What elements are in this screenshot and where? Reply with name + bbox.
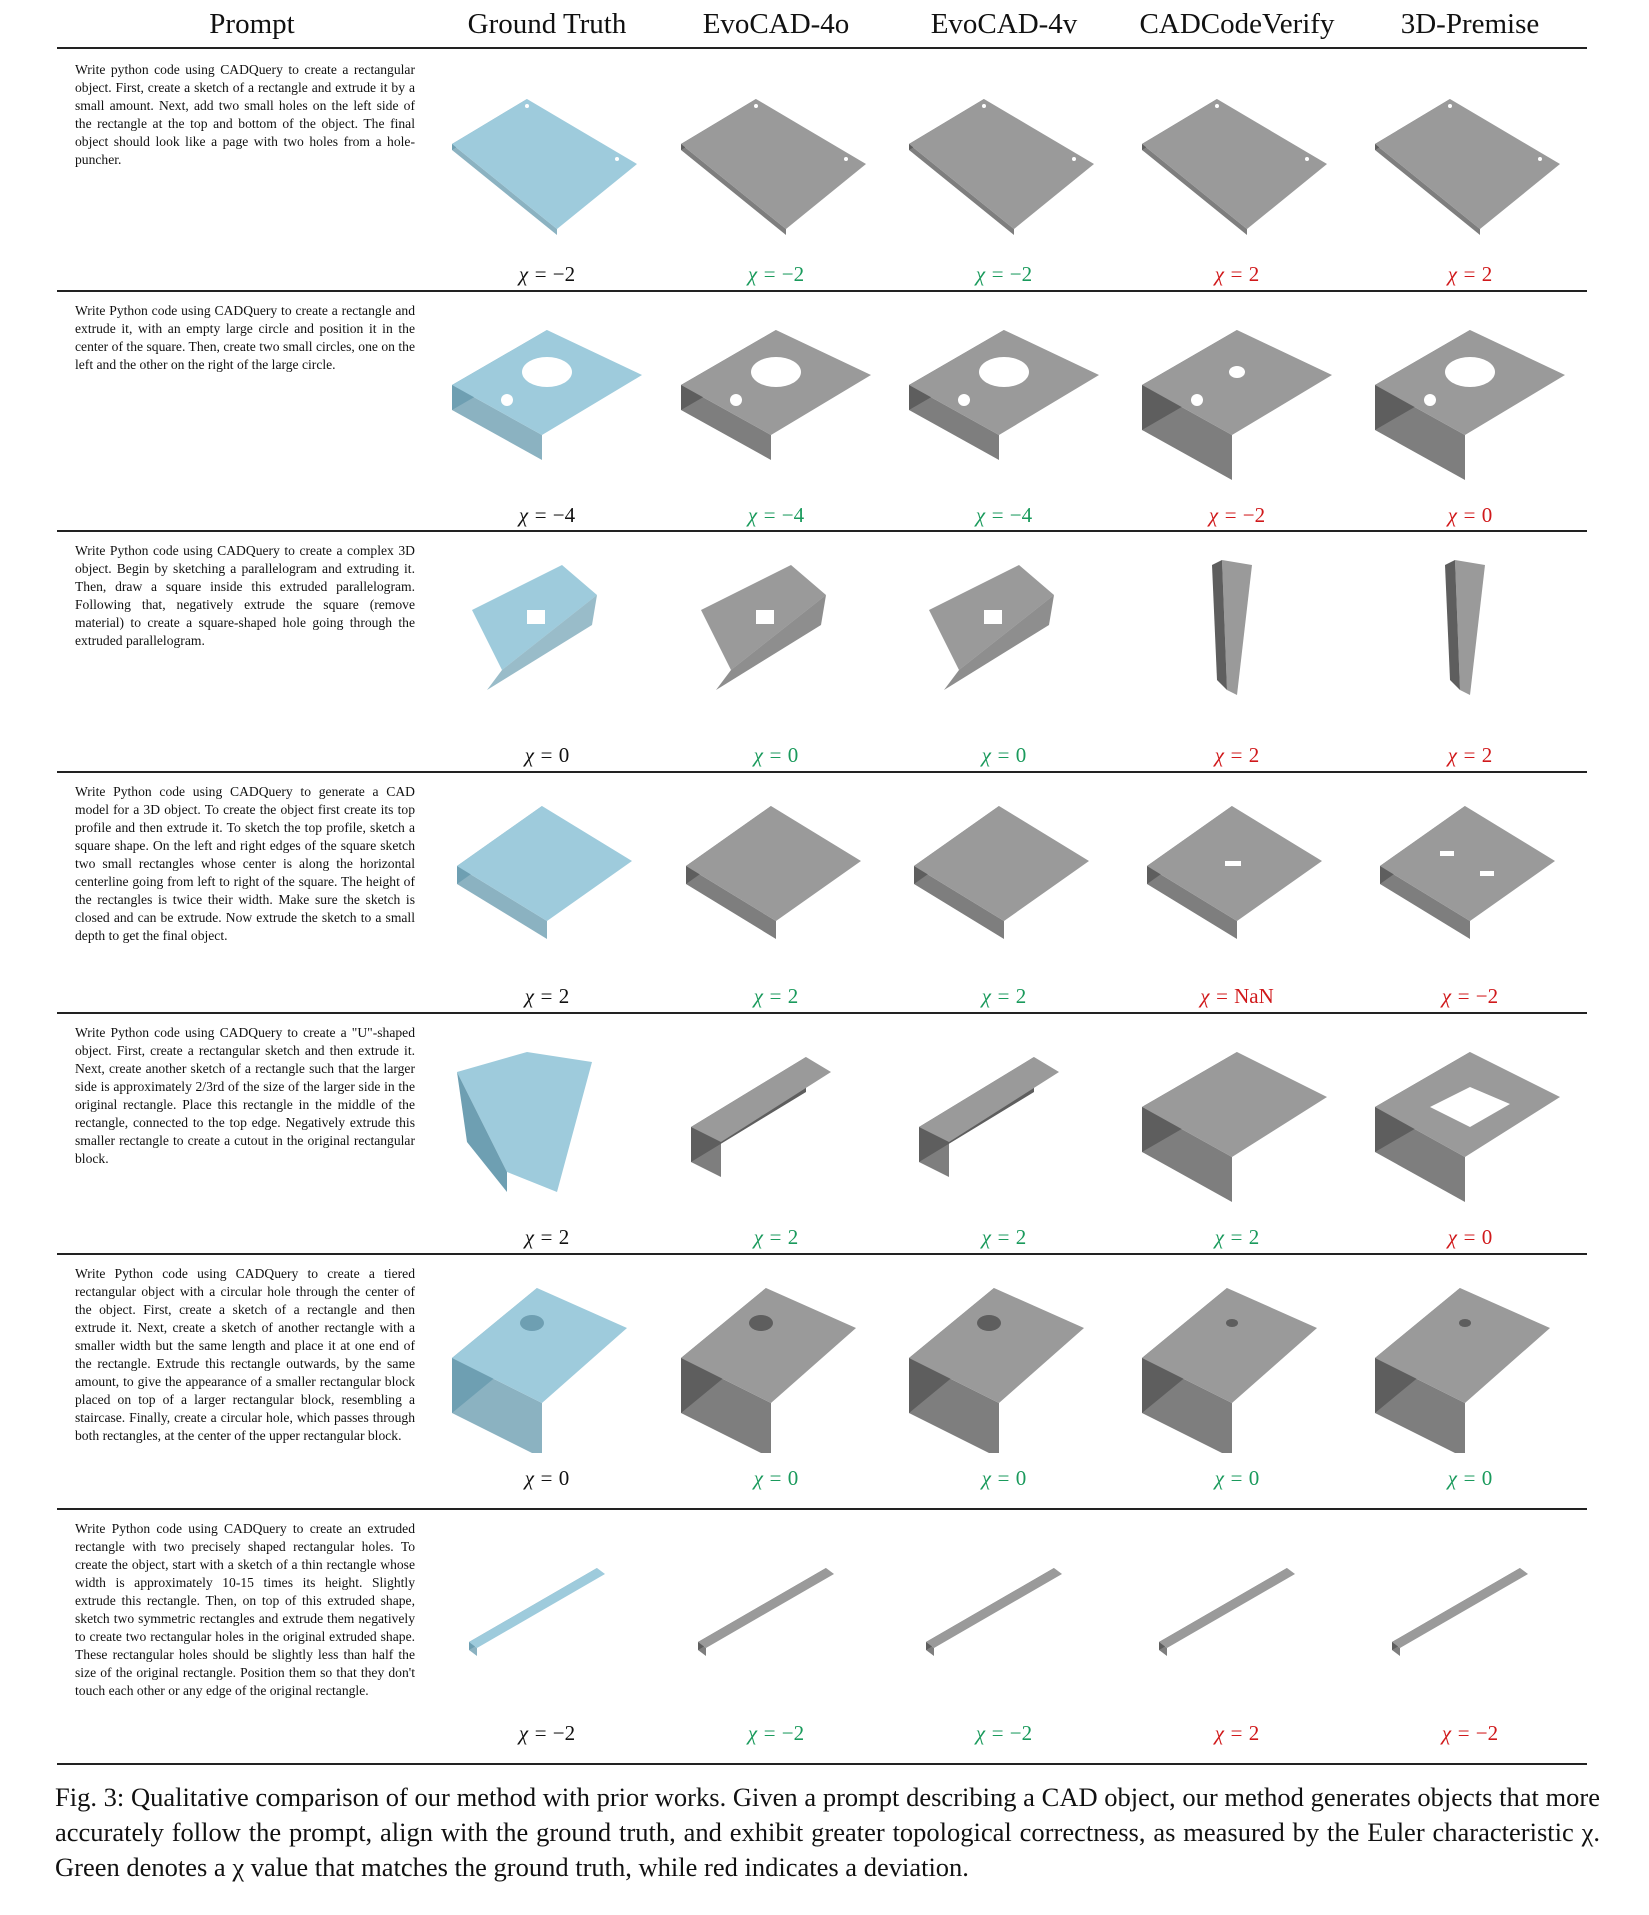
euler-characteristic: χ = −2	[518, 1721, 576, 1745]
cad-model-render	[1137, 791, 1337, 971]
cad-model-render	[1370, 69, 1570, 249]
column-header-evocad-4v: EvoCAD-4v	[930, 8, 1078, 40]
model-cell	[894, 771, 1114, 1011]
cad-model-render	[447, 310, 647, 490]
model-cell	[1360, 290, 1580, 530]
cad-model-render	[1370, 310, 1570, 490]
euler-characteristic: χ = 0	[753, 1466, 799, 1490]
cad-model-render	[676, 310, 876, 490]
figure-caption: Fig. 3: Qualitative comparison of our method with prior works. Given a prompt describing a CAD object, our method generates objects that more accurately follow the prompt, align with the ground truth, and exhibit greater topological correctness, as measured by the Euler characteristic χ. Green denotes a χ value that matches the ground truth, while red indicates a deviation.	[55, 1782, 1600, 1882]
cad-model-render	[447, 1528, 647, 1708]
cad-model-render	[676, 550, 876, 730]
cad-model-render	[1137, 1032, 1337, 1212]
prompt-text: Write Python code using CADQuery to create a "U"-shaped object. First, create a rectangular sketch and then extrude it. Next, create another sketch of a rectangle such that the larger side is approximately 2/3rd of the size of the larger side in the original rectangle. Place this rectangle in the middle of the rectangle, connected to the top edge. Negatively extrude this smaller rectangle to create a cutout in the original rectangular block.	[75, 1025, 415, 1166]
cad-model-render	[447, 550, 647, 730]
table-rule	[57, 1012, 1587, 1014]
model-cell	[894, 1012, 1114, 1252]
model-cell	[1127, 1508, 1347, 1748]
table-row	[0, 290, 1649, 530]
cad-model-render	[904, 1273, 1104, 1453]
cad-model-render	[904, 550, 1104, 730]
prompt-text: Write Python code using CADQuery to create a tiered rectangular object with a circular hole through the center of the object. First, create a sketch of a rectangle and then extrude it. Next, create a sketch of another rectangle with a smaller width but the same length and place it at one end of the rectangle. Extrude this rectangle outwards, by the same amount, to give the appearance of a smaller rectangular block placed on top of a larger rectangular block, resembling a staircase. Finally, create a circular hole, which passes through both rectangles, at the center of the upper rectangular block.	[75, 1266, 415, 1443]
euler-characteristic: χ = −4	[747, 503, 805, 527]
model-cell	[666, 1012, 886, 1252]
model-cell	[1360, 1012, 1580, 1252]
euler-characteristic: χ = 0	[1447, 503, 1493, 527]
cad-model-render	[676, 69, 876, 249]
euler-characteristic: χ = 2	[1214, 262, 1260, 286]
cad-model-render	[1370, 1273, 1570, 1453]
cad-model-render	[676, 1032, 876, 1212]
model-cell	[1127, 49, 1347, 289]
euler-characteristic: χ = −4	[518, 503, 576, 527]
euler-characteristic: χ = NaN	[1200, 984, 1274, 1008]
euler-characteristic: χ = 0	[1447, 1225, 1493, 1249]
cad-model-render	[676, 791, 876, 971]
prompt-text: Write Python code using CADQuery to generate a CAD model for a 3D object. To create the object first create its top profile and then extrude it. To sketch the top profile, sketch a square shape. On the left and right edges of the square sketch two small rectangles whose center is along the horizontal centerline going from left to right of the square. The height of the rectangles is twice their width. Make sure the sketch is closed and can be extrude. Now extrude the sketch to a small depth to get the final object.	[75, 784, 415, 943]
model-cell	[1127, 290, 1347, 530]
euler-characteristic: χ = −2	[747, 1721, 805, 1745]
table-rule	[57, 290, 1587, 292]
euler-characteristic: χ = 0	[524, 1466, 570, 1490]
column-header-evocad-4o: EvoCAD-4o	[702, 8, 850, 40]
cad-model-render	[676, 1528, 876, 1708]
cad-model-render	[904, 791, 1104, 971]
cad-model-render	[1137, 310, 1337, 490]
cad-model-render	[1137, 550, 1337, 730]
cad-model-render	[447, 1273, 647, 1453]
table-rule	[57, 771, 1587, 773]
cad-model-render	[1137, 1528, 1337, 1708]
model-cell	[1360, 771, 1580, 1011]
euler-characteristic: χ = 2	[753, 984, 799, 1008]
model-cell	[1360, 49, 1580, 289]
model-cell	[894, 530, 1114, 770]
model-cell	[437, 1508, 657, 1748]
model-cell	[666, 1253, 886, 1493]
euler-characteristic: χ = 2	[753, 1225, 799, 1249]
euler-characteristic: χ = 0	[981, 743, 1027, 767]
euler-characteristic: χ = −2	[1441, 984, 1499, 1008]
euler-characteristic: χ = −2	[975, 262, 1033, 286]
euler-characteristic: χ = −2	[747, 262, 805, 286]
euler-characteristic: χ = −2	[1208, 503, 1266, 527]
model-cell	[666, 49, 886, 289]
model-cell	[894, 1508, 1114, 1748]
table-row	[0, 771, 1649, 1012]
cad-model-render	[904, 1032, 1104, 1212]
cad-model-render	[1370, 550, 1570, 730]
model-cell	[437, 49, 657, 289]
euler-characteristic: χ = 2	[981, 984, 1027, 1008]
model-cell	[666, 290, 886, 530]
model-cell	[437, 1253, 657, 1493]
euler-characteristic: χ = 2	[1214, 743, 1260, 767]
euler-characteristic: χ = −2	[518, 262, 576, 286]
column-header-cadcodeverify: CADCodeVerify	[1139, 8, 1335, 40]
cad-model-render	[1137, 69, 1337, 249]
table-rule	[57, 530, 1587, 532]
euler-characteristic: χ = −2	[1441, 1721, 1499, 1745]
model-cell	[1360, 530, 1580, 770]
model-cell	[437, 290, 657, 530]
prompt-text: Write Python code using CADQuery to create a complex 3D object. Begin by sketching a parallelogram and extruding it. Then, draw a square inside this extruded parallelogram. Following that, negatively extrude the square (remove material) to create a square-shaped hole going through the extruded parallelogram.	[75, 543, 415, 648]
cad-model-render	[447, 69, 647, 249]
cad-model-render	[904, 1528, 1104, 1708]
model-cell	[894, 49, 1114, 289]
model-cell	[1127, 771, 1347, 1011]
euler-characteristic: χ = 2	[1214, 1225, 1260, 1249]
model-cell	[1127, 530, 1347, 770]
cad-model-render	[447, 791, 647, 971]
table-row	[0, 1508, 1649, 1763]
cad-model-render	[676, 1273, 876, 1453]
model-cell	[1360, 1508, 1580, 1748]
prompt-text: Write python code using CADQuery to create a rectangular object. First, create a sketch of a rectangle and extrude it by a small amount. Next, add two small holes on the left side of the rectangle at the top and bottom of the object. The final object should look like a page with two holes from a hole-puncher.	[75, 62, 415, 167]
table-rule	[57, 1763, 1587, 1765]
table-row	[0, 1012, 1649, 1253]
euler-characteristic: χ = 2	[1214, 1721, 1260, 1745]
euler-characteristic: χ = 2	[1447, 262, 1493, 286]
euler-characteristic: χ = −4	[975, 503, 1033, 527]
euler-characteristic: χ = 0	[981, 1466, 1027, 1490]
model-cell	[894, 290, 1114, 530]
euler-characteristic: χ = 0	[1447, 1466, 1493, 1490]
euler-characteristic: χ = 2	[524, 984, 570, 1008]
euler-characteristic: χ = 2	[524, 1225, 570, 1249]
euler-characteristic: χ = 0	[753, 743, 799, 767]
euler-characteristic: χ = 0	[524, 743, 570, 767]
table-rule	[57, 1508, 1587, 1510]
model-cell	[1360, 1253, 1580, 1493]
model-cell	[1127, 1012, 1347, 1252]
model-cell	[666, 771, 886, 1011]
model-cell	[666, 530, 886, 770]
model-cell	[1127, 1253, 1347, 1493]
model-cell	[437, 1012, 657, 1252]
euler-characteristic: χ = 2	[1447, 743, 1493, 767]
cad-model-render	[1370, 1032, 1570, 1212]
column-header-prompt: Prompt	[209, 8, 295, 40]
model-cell	[894, 1253, 1114, 1493]
cad-model-render	[1137, 1273, 1337, 1453]
cad-model-render	[1370, 1528, 1570, 1708]
euler-characteristic: χ = 2	[981, 1225, 1027, 1249]
table-rule	[57, 47, 1587, 49]
prompt-text: Write Python code using CADQuery to create a rectangle and extrude it, with an empty large circle and position it in the center of the square. Then, create two small circles, one on the left and the other on the right of the large circle.	[75, 303, 415, 372]
table-rule	[57, 1253, 1587, 1255]
cad-model-render	[1370, 791, 1570, 971]
column-header-ground-truth: Ground Truth	[467, 8, 627, 40]
model-cell	[437, 530, 657, 770]
table-row	[0, 530, 1649, 771]
table-row	[0, 49, 1649, 290]
prompt-text: Write Python code using CADQuery to create an extruded rectangle with two precisely shaped rectangular holes. To create the object, start with a sketch of a thin rectangle whose width is approximately 10-15 times its height. Slightly extrude this rectangle. Then, on top of this extruded shape, sketch two symmetric rectangles and extrude them negatively to create two rectangular holes in the original extruded shape. These rectangular holes should be slightly less than half the size of the original rectangle. Position them so that they don't touch each other or any edge of the original rectangle.	[75, 1521, 415, 1698]
euler-characteristic: χ = 0	[1214, 1466, 1260, 1490]
cad-model-render	[904, 310, 1104, 490]
model-cell	[437, 771, 657, 1011]
model-cell	[666, 1508, 886, 1748]
cad-model-render	[447, 1032, 647, 1212]
column-header-3d-premise: 3D-Premise	[1400, 8, 1540, 40]
cad-model-render	[904, 69, 1104, 249]
euler-characteristic: χ = −2	[975, 1721, 1033, 1745]
table-row	[0, 1253, 1649, 1508]
